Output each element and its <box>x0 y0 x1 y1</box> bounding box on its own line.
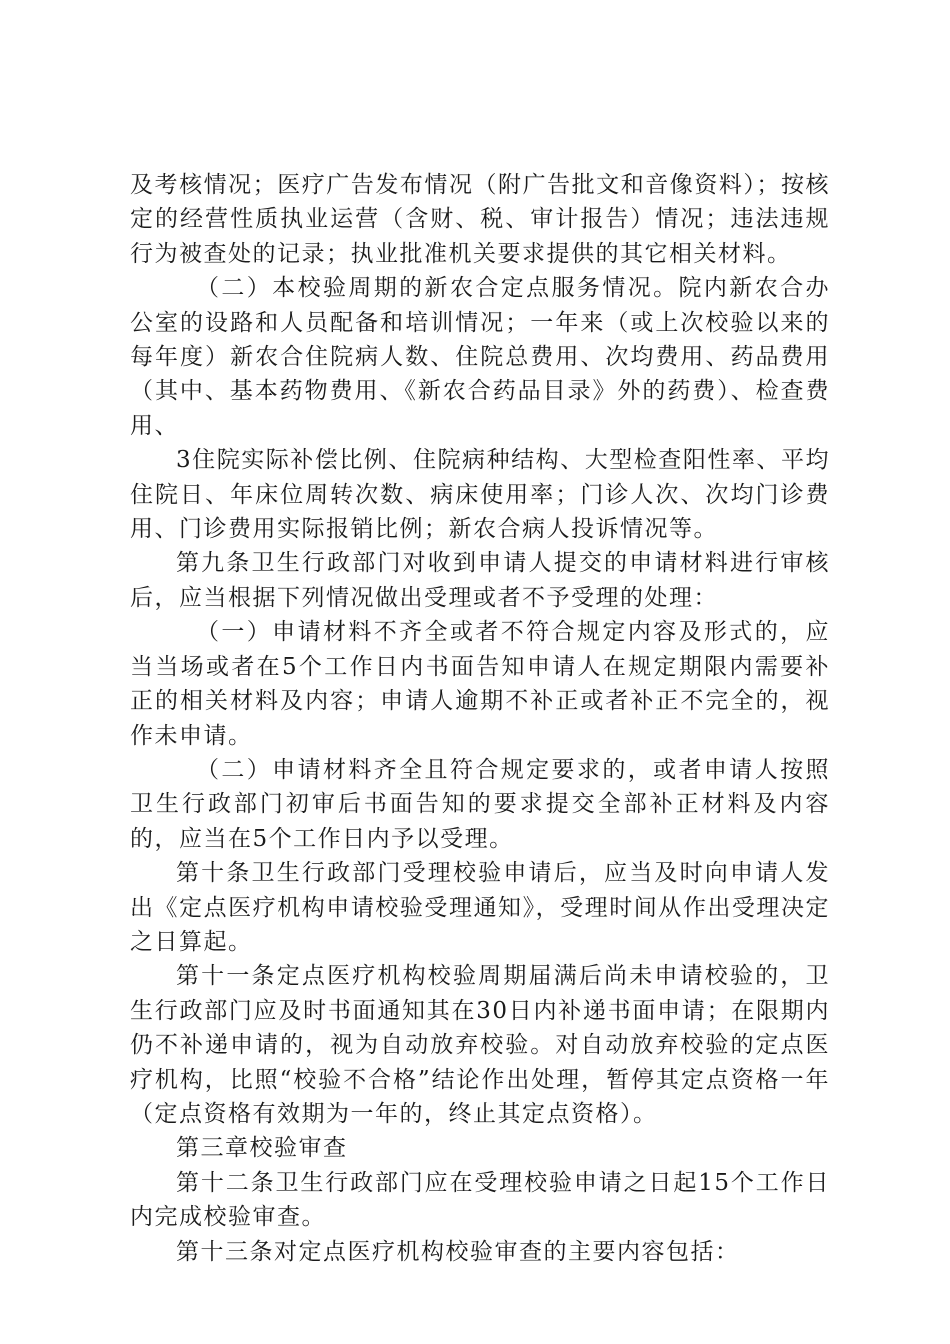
document-body <box>130 168 830 1269</box>
paragraph-article-9: 第九条卫生行政部门对收到申请人提交的申请材料进行审核后，应当根据下列情况做出受理或者不予受理的处理： <box>130 550 830 611</box>
paragraph-article-9-item-1: （一）申请材料不齐全或者不符合规定内容及形式的，应当当场或者在5个工作日内书面告知申请人在规定期限内需要补正的相关材料及内容；申请人逾期不补正或者补正不完全的，视作未申请。 <box>130 619 830 749</box>
paragraph-article-13: 第十三条对定点医疗机构校验审查的主要内容包括： <box>176 1238 740 1265</box>
paragraph-article-12: 第十二条卫生行政部门应在受理校验申请之日起15个工作日内完成校验审查。 <box>130 1169 830 1231</box>
paragraph-article-9-item-2: （二）申请材料齐全且符合规定要求的，或者申请人按照卫生行政部门初审后书面告知的要求提交全部补正材料及内容的，应当在5个工作日内予以受理。 <box>130 756 830 852</box>
chapter-heading-3: 第三章校验审查 <box>176 1135 348 1162</box>
paragraph-ncms-service: （二）本校验周期的新农合定点服务情况。院内新农合办公室的设路和人员配备和培训情况；一年来（或上次校验以来的每年度）新农合住院病人数、住院总费用、次均费用、药品费用（其中、基本药物费用、《新农合药品目录》外的药费）、检查费用、 <box>130 275 830 439</box>
paragraph-assessment-materials: 及考核情况；医疗广告发布情况（附广告批文和音像资料）；按核定的经营性质执业运营（含财、税、审计报告）情况；违法违规行为被查处的记录；执业批准机关要求提供的其它相关材料。 <box>130 172 830 267</box>
paragraph-article-10: 第十条卫生行政部门受理校验申请后，应当及时向申请人发出《定点医疗机构申请校验受理通知》，受理时间从作出受理决定之日算起。 <box>130 860 830 955</box>
paragraph-ncms-metrics: 3住院实际补偿比例、住院病种结构、大型检查阳性率、平均住院日、年床位周转次数、病床使用率；门诊人次、次均门诊费用、门诊费用实际报销比例；新农合病人投诉情况等。 <box>130 447 830 543</box>
paragraph-article-11: 第十一条定点医疗机构校验周期届满后尚未申请校验的，卫生行政部门应及时书面通知其在30日内补递书面申请；在限期内仍不补递申请的，视为自动放弃校验。对自动放弃校验的定点医疗机构，比照“校验不合格”结论作出处理，暂停其定点资格一年（定点资格有效期为一年的，终止其定点资格）。 <box>130 963 830 1127</box>
